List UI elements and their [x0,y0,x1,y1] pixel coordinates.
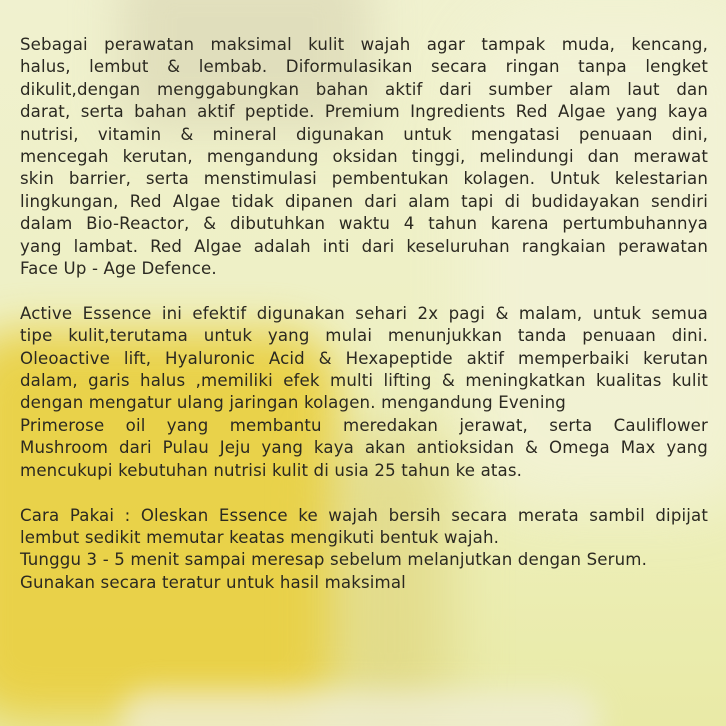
text-line: halus, lembut & lembab. Diformulasikan secara ringan tanpa lengket [20,57,708,77]
text-line: lingkungan, Red Algae tidak dipanen dari alam tapi di budidayakan sendiri [20,191,708,211]
usage-instructions [20,505,708,595]
text-line: dikulit,dengan menggabungkan bahan aktif dari sumber alam laut dan [20,79,708,99]
text-line: Mushroom dari Pulau Jeju yang kaya akan antioksidan & Omega Max yang [20,438,708,458]
text-line: Sebagai perawatan maksimal kulit wajah agar tampak muda, kencang, [20,35,708,54]
text-line: mencukupi kebutuhan nutrisi kulit di usia 25 tahun ke atas. [20,460,523,480]
text-line: Active Essence ini efektif digunakan sehari 2x pagi & malam, untuk semua [20,303,708,323]
text-line: nutrisi, vitamin & mineral digunakan untuk mengatasi penuaan dini, [20,124,708,144]
text-line: Cara Pakai : Oleskan Essence ke wajah bersih secara merata sambil dipijat [20,505,708,525]
product-description [20,34,708,617]
text-line: lembut sedikit memutar keatas mengikuti bentuk wajah. [20,527,500,547]
text-line: darat, serta bahan aktif peptide. Premium Ingredients Red Algae yang kaya [20,102,708,122]
text-line: yang lambat. Red Algae adalah inti dari keseluruhan rangkaian perawatan [20,236,708,256]
text-line: Primerose oil yang membantu meredakan jerawat, serta Cauliflower [20,415,708,435]
text-line: Oleoactive lift, Hyaluronic Acid & Hexapeptide aktif memperbaiki kerutan [20,348,708,368]
description-paragraph-1 [20,34,708,280]
base-surface-blur [120,690,600,726]
text-line: dalam Bio-Reactor, & dibutuhkan waktu 4 tahun karena pertumbuhannya [20,214,708,234]
text-line: Gunakan secara teratur untuk hasil maksimal [20,572,406,592]
text-line: skin barrier, serta menstimulasi pembentukan kolagen. Untuk kelestarian [20,169,708,189]
text-line: tipe kulit,terutama untuk yang mulai menunjukkan tanda penuaan dini. [20,326,708,346]
text-line: Tunggu 3 - 5 menit sampai meresap sebelum melanjutkan dengan Serum. [20,550,648,570]
description-paragraph-2 [20,303,708,482]
text-line: dalam, garis halus ,memiliki efek multi lifting & meningkatkan kualitas kulit [20,371,708,391]
text-line: dengan mengatur ulang jaringan kolagen. mengandung Evening [20,393,566,413]
text-line: Face Up - Age Defence. [20,259,217,279]
text-line: mencegah kerutan, mengandung oksidan tinggi, melindungi dan merawat [20,147,708,167]
